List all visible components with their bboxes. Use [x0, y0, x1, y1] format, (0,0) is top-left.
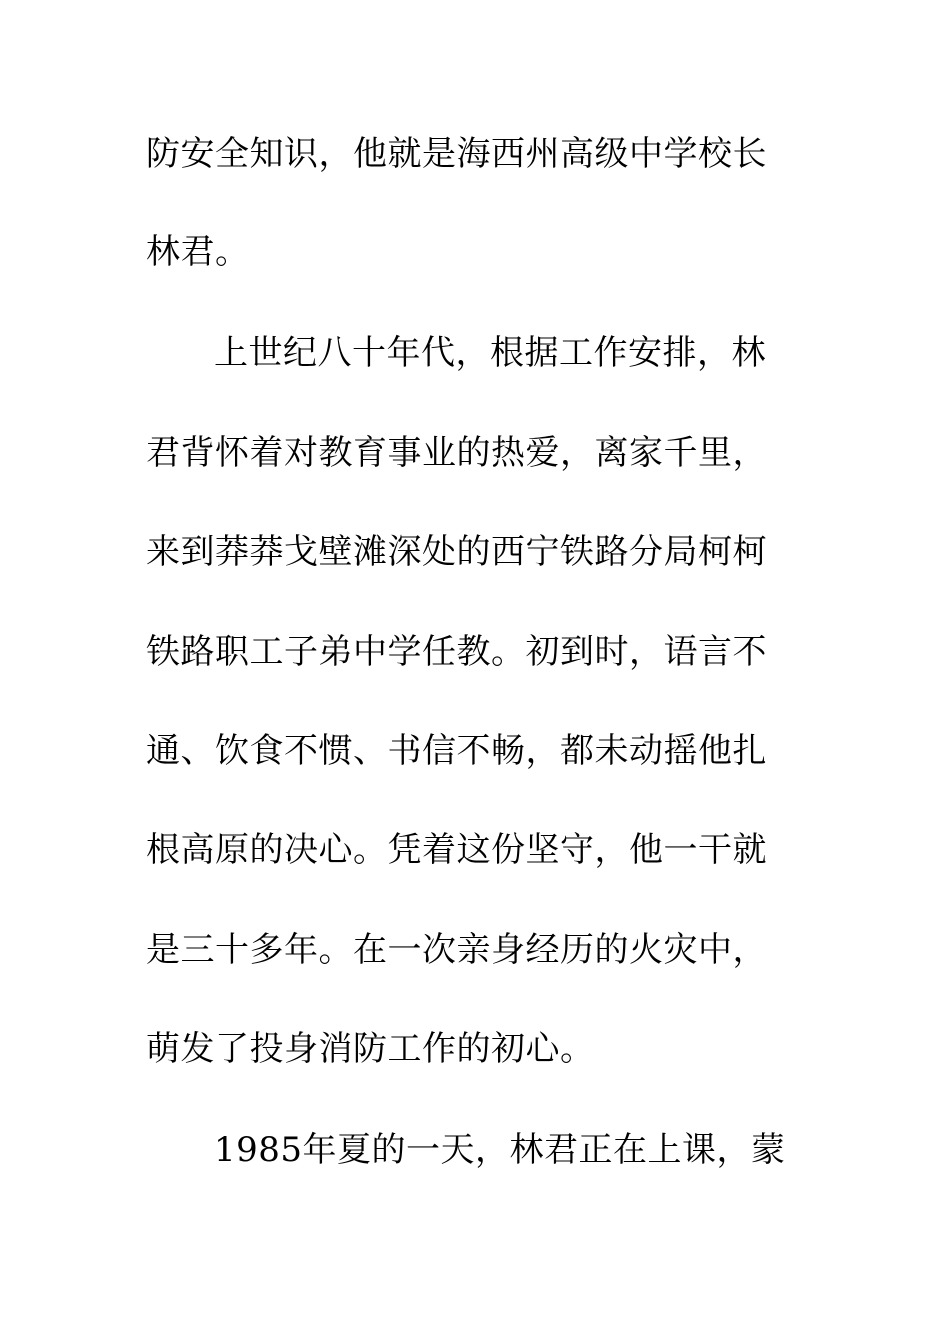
text-line-11: 1985年夏的一天，林君正在上课，蒙 — [214, 1130, 786, 1170]
text-line-2: 林君。 — [146, 232, 250, 272]
text-line-4: 君背怀着对教育事业的热爱，离家千里， — [146, 433, 767, 473]
text-line-5: 来到莽莽戈壁滩深处的西宁铁路分局柯柯 — [146, 532, 767, 572]
text-line-3: 上世纪八十年代，根据工作安排，林 — [214, 333, 766, 373]
text-line-9: 是三十多年。在一次亲身经历的火灾中， — [146, 930, 767, 970]
text-line-6: 铁路职工子弟中学任教。初到时，语言不 — [146, 632, 767, 672]
text-line-8: 根高原的决心。凭着这份坚守，他一干就 — [146, 830, 767, 870]
text-line-10: 萌发了投身消防工作的初心。 — [146, 1029, 595, 1069]
text-line-1: 防安全知识，他就是海西州高级中学校长 — [146, 134, 767, 174]
text-line-7: 通、饮食不惯、书信不畅，都未动摇他扎 — [146, 731, 767, 771]
